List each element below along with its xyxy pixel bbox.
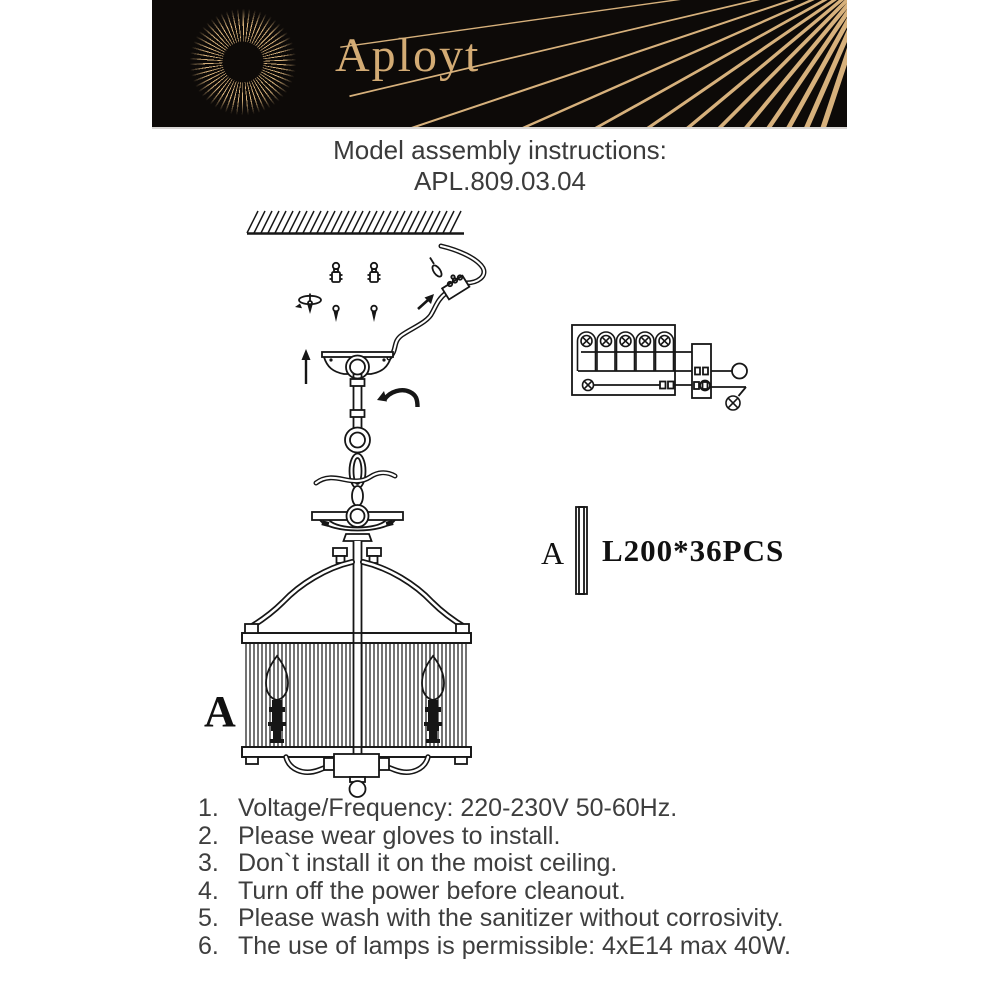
power-wire — [389, 246, 484, 358]
item-number: 4. — [198, 876, 219, 905]
legend-spec-label: L200*36PCS — [602, 533, 785, 568]
item-number: 2. — [198, 821, 219, 850]
instructions-list — [198, 795, 858, 960]
list-item — [198, 795, 858, 823]
item-number: 5. — [198, 904, 219, 932]
item-text: Voltage/Frequency: 220-230V 50-60Hz. — [238, 794, 678, 822]
mounting-arrow-icon — [418, 294, 434, 309]
item-number: 3. — [198, 849, 219, 877]
anchor-icons — [330, 263, 381, 282]
item-number: 1. — [198, 794, 219, 822]
screw-icons — [333, 306, 377, 322]
item-text: The use of lamps is permissible: 4xE14 max 40W. — [238, 931, 792, 960]
list-item — [198, 933, 858, 961]
finial — [324, 754, 389, 797]
model-number: APL.809.03.04 — [413, 166, 587, 196]
list-item — [198, 878, 858, 906]
ceiling-hatch — [247, 211, 464, 234]
rotation-icon — [295, 294, 321, 315]
up-arrow-icon — [302, 349, 311, 384]
decorative-bowl — [312, 505, 403, 541]
item-text: Please wash with the sanitizer without corrosivity. — [238, 904, 784, 932]
list-item — [198, 850, 858, 878]
page-title: Model assembly instructions: — [333, 135, 667, 165]
ceiling-canopy — [322, 352, 393, 379]
item-number: 6. — [198, 931, 219, 960]
item-text: Turn off the power before cleanout. — [238, 876, 626, 905]
hook-icon — [377, 390, 418, 407]
list-item — [198, 905, 858, 933]
legend-part-label: A — [541, 535, 565, 571]
brand-name: Aployt — [335, 29, 481, 82]
corner-rays-icon — [152, 0, 847, 127]
legend-rod — [576, 507, 587, 594]
item-text: Don`t install it on the moist ceiling. — [238, 849, 618, 877]
item-text: Please wear gloves to install. — [238, 821, 561, 850]
brand-banner — [152, 0, 847, 129]
assembly-diagram — [180, 200, 780, 810]
wire-connector — [430, 258, 469, 300]
list-item — [198, 823, 858, 851]
hanging-chain — [345, 374, 370, 506]
part-a-label: A — [204, 687, 236, 736]
wiring-diagram — [572, 325, 747, 410]
